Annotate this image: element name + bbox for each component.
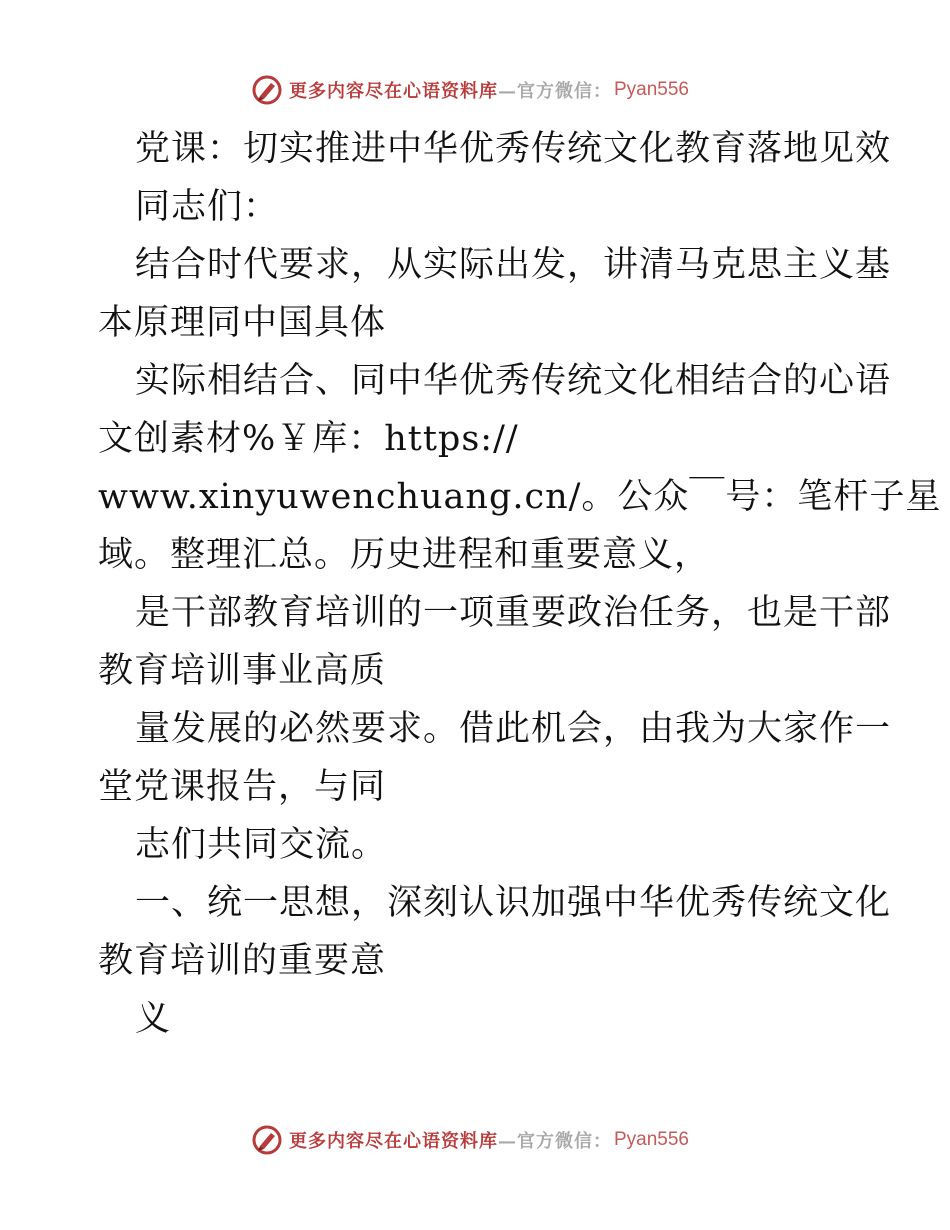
paragraph-line: 实际相结合、同中华优秀传统文化相结合的心语	[135, 361, 892, 401]
banner-gray-text: —官方微信：	[497, 81, 612, 102]
document-body	[98, 120, 942, 1048]
salutation: 同志们：	[135, 187, 280, 227]
paragraph-line: 教育培训事业高质	[98, 651, 387, 691]
banner-red-text: 更多内容尽在心语资料库	[288, 1131, 498, 1152]
paragraph-line: 是干部教育培训的一项重要政治任务，也是干部	[135, 593, 892, 633]
paragraph-line: 堂党课报告，与同	[98, 767, 387, 807]
paragraph-line: 志们共同交流。	[135, 825, 388, 865]
section-heading-continued: 义	[135, 999, 172, 1039]
paragraph-line: 本原理同中国具体	[98, 303, 387, 343]
footer-banner	[0, 1120, 950, 1160]
document-title: 党课：切实推进中华优秀传统文化教育落地见效	[135, 129, 892, 169]
paragraph-line: 文创素材%￥库：https://	[98, 419, 519, 459]
pen-logo-icon	[251, 74, 283, 106]
section-heading-continued: 教育培训的重要意	[98, 941, 387, 981]
banner-red-text: 更多内容尽在心语资料库	[288, 81, 498, 102]
banner-wechat-id: Pyan556	[613, 79, 689, 100]
section-heading: 一、统一思想，深刻认识加强中华优秀传统文化	[135, 883, 892, 923]
paragraph-line: 结合时代要求，从实际出发，讲清马克思主义基	[135, 245, 892, 285]
banner-wechat-id: Pyan556	[613, 1129, 689, 1150]
paragraph-line: 域。整理汇总。历史进程和重要意义，	[98, 535, 711, 575]
paragraph-line: 量发展的必然要求。借此机会，由我为大家作一	[135, 709, 892, 749]
header-banner	[0, 70, 950, 110]
pen-logo-icon	[251, 1124, 283, 1156]
banner-gray-text: —官方微信：	[497, 1131, 612, 1152]
paragraph-line: www.xinyuwenchuang.cn/。公众￣号：笔杆子星	[98, 477, 942, 517]
